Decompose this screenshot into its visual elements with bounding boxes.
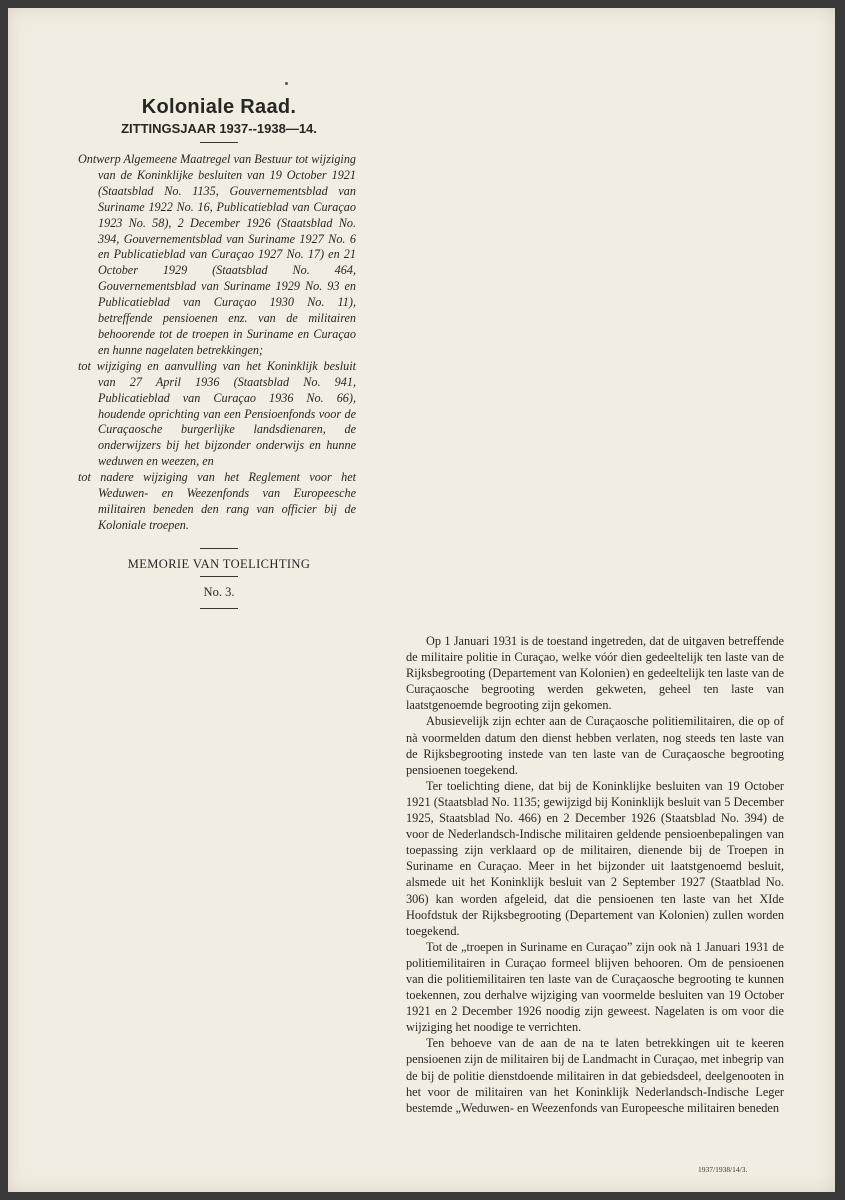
memorie-label: MEMORIE VAN TOELICHTING (127, 557, 311, 571)
session-year: ZITTINGSJAAR 1937--1938—14. (121, 121, 317, 136)
subject-paragraph: tot nadere wijziging van het Reglement voor het Weduwen- en Weezenfonds van Europeesche militairen beneden den rang van officier bij de Koloniale troepen. (78, 470, 356, 532)
divider (200, 608, 238, 609)
body-text (406, 633, 784, 1116)
subject-block (78, 152, 356, 534)
ink-dot (285, 82, 288, 85)
document-page (8, 8, 835, 1192)
body-paragraph: Ten behoeve van de aan de na te laten betrekkingen uit te keeren pensioenen zijn de militairen bij de Landmacht in Curaçao, met inbegrip van de bij de politie dienstdoende militairen in dat gebiedsdeel, deelgenooten in het voor de militairen van het Koninklijk Nederlandsch-Indische Leger bestemde „Weduwen- en Weezenfonds van Europeesche militairen beneden (406, 1036, 784, 1115)
body-paragraph: Ter toelichting diene, dat bij de Koninklijke besluiten van 19 October 1921 (Staatsblad No. 1135; gewijzigd bij Koninklijk besluit van 5 December 1925, Staatsblad No. 466) en 2 December 1926 (Staatsblad No. 394) de voor de Nederlandsch-Indische militairen geldende pensioenbepalingen van toepassing zijn verklaard op de militairen, dienende bij de Troepen in Suriname en Curaçao. Meer in het bijzonder uit laatstgenoemd besluit, alsmede uit het Koninklijk besluit van 2 September 1927 (Staatblad No. 306) kan worden afgeleid, dat die pensioenen ten laste van het XIde Hoofdstuk der Rijksbegrooting (Departement van Kolonien) zullen worden toegekend. (406, 778, 784, 938)
divider (200, 576, 238, 577)
memorie-heading (78, 540, 360, 572)
body-paragraph: Tot de „troepen in Suriname en Curaçao” zijn ook nà 1 Januari 1931 de politiemilitairen in Curaçao formeel blijven behooren. Om de pensioenen van die politiemilitairen ten laste van de Curaçaosche begrooting te kunnen toekennen, zou derhalve wijziging van voormelde besluiten van 19 October 1921 en 2 December 1926 noodig zijn geweest. Nagelaten is om voor die wijziging het noodige te verrichten. (406, 939, 784, 1035)
document-number-block (78, 576, 360, 617)
page-title: Koloniale Raad. (141, 96, 297, 118)
divider (200, 142, 238, 143)
body-paragraph: Op 1 Januari 1931 is de toestand ingetreden, dat de uitgaven betreffende de militaire politie in Curaçao, welke vóór dien gedeeltelijk ten laste van de Rijksbegrooting (Departement van Kolonien) en gedeeltelijk ten laste van de Curaçaosche begrooting werden gekweten, geheel ten laste van laatstgenoemde begrooting zijn gekomen. (406, 634, 785, 713)
subject-paragraph: Ontwerp Algemeene Maatregel van Bestuur tot wijziging van de Koninklijke besluiten van 19 October 1921 (Staatsblad No. 1135, Gouvernementsblad van Suriname 1922 No. 16, Publicatieblad van Curaçao 1923 No. 58), 2 December 1926 (Staatsblad No. 394, Gouvernementsblad van Suriname 1927 No. 6 en Publicatieblad van Curaçao 1927 No. 17) en 21 October 1929 (Staatsblad No. 464, Gouvernementsblad van Suriname 1929 No. 93 en Publicatieblad van Curaçao 1930 No. 11), betreffende pensioenen enz. van de militairen behoorende tot de troepen in Suriname en Curaçao en hunne nagelaten betrekkingen; (78, 152, 356, 357)
body-paragraph: Abusievelijk zijn echter aan de Curaçaosche politiemilitairen, die op of nà voormelden datum den dienst hebben verlaten, nog steeds ten laste van de Rijksbegrooting instede van ten laste van de Curaçaosche begrooting pensioenen toegekend. (406, 714, 784, 777)
document-number: No. 3. (203, 585, 235, 599)
document-code: 1937/1938/14/3. (698, 1165, 748, 1174)
document-header (78, 96, 360, 149)
subject-paragraph: tot wijziging en aanvulling van het Koninklijk besluit van 27 April 1936 (Staatsblad No. 941, Publicatieblad van Curaçao 1936 No. 66), houdende oprichting van een Pensioenfonds voor de Curaçaosche burgerlijke landsdienaren, de onderwijzers bij het bijzonder onderwijs en hunne weduwen en weezen, en (78, 358, 356, 469)
divider (200, 548, 238, 549)
